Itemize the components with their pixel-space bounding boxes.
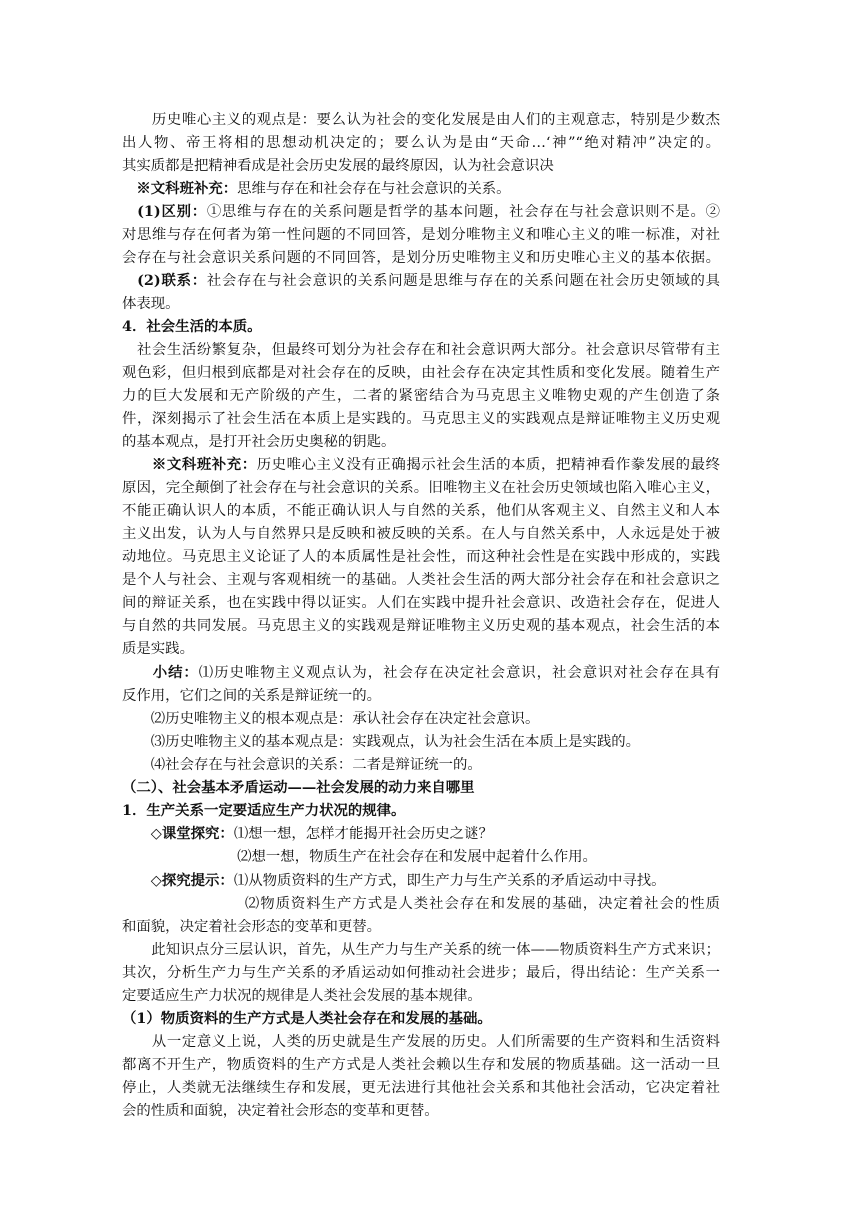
line-text: 都离不开生产，物质资料的生产方式是人类社会赖以生存和发展的物质基础。这一活动一旦 bbox=[122, 1057, 720, 1073]
line-text: 历史唯心主义的观点是：要么认为社会的变化发展是由人们的主观意志，特别是少数杰 bbox=[122, 112, 720, 128]
line-text: 思维与存在和社会存在与社会意识的关系。 bbox=[237, 181, 511, 197]
text-line bbox=[122, 1077, 720, 1099]
text-line bbox=[122, 823, 720, 845]
text-line bbox=[122, 638, 720, 660]
line-text: ⑷社会存在与社会意识的关系：二者是辩证统一的。 bbox=[122, 757, 482, 773]
line-text: ⑵物质资料生产方式是人类社会存在和发展的基础，决定着社会的性质 bbox=[122, 896, 720, 912]
line-text: ⑵想一想，物质生产在社会存在和发展中起着什么作用。 bbox=[122, 849, 597, 865]
text-line bbox=[122, 293, 720, 315]
line-text: 此知识点分三层认识，首先，从生产力与生产关系的统一体——物质资料生产方式来识； bbox=[122, 942, 720, 958]
text-line bbox=[122, 523, 720, 545]
text-line bbox=[122, 592, 720, 614]
bold-lead: ◇课堂探究： bbox=[122, 825, 234, 842]
text-line bbox=[122, 777, 720, 799]
line-text: 动地位。马克思主义论证了人的本质属性是社会性，而这种社会性是在实践中形成的，实践 bbox=[122, 549, 720, 565]
bold-lead: (1)区别： bbox=[122, 203, 207, 220]
bold-lead: ※文科班补充： bbox=[122, 180, 238, 197]
bold-lead: （二）、社会基本矛盾运动——社会发展的动力来自哪里 bbox=[122, 779, 475, 796]
text-line bbox=[122, 109, 720, 131]
text-line bbox=[122, 1008, 720, 1030]
line-text: 对思维与存在何者为第一性问题的不同回答，是划分唯物主义和唯心主义的唯一标准，对社 bbox=[122, 227, 720, 243]
line-text: ⑶历史唯物主义的基本观点是：实践观点，认为社会生活在本质上是实践的。 bbox=[122, 734, 641, 750]
text-line bbox=[122, 708, 720, 730]
text-line bbox=[122, 962, 720, 984]
line-text: 间的辩证关系，也在实践中得以证实。人们在实践中提升社会意识、改造社会存在，促进人 bbox=[122, 595, 720, 611]
text-line bbox=[122, 500, 720, 522]
bold-lead: 4．社会生活的本质。 bbox=[122, 318, 262, 335]
line-text: 会的性质和面貌，决定着社会形态的变革和更替。 bbox=[122, 1103, 439, 1119]
text-line bbox=[122, 270, 720, 292]
text-line bbox=[122, 339, 720, 361]
line-text: ⑴想一想，怎样才能揭开社会历史之谜？ bbox=[233, 826, 493, 842]
line-text: 会存在与社会意识关系问题的不同回答，是划分历史唯物主义和历史唯心主义的基本依据。 bbox=[122, 250, 720, 266]
line-text: 与自然的共同发展。马克思主义的实践观是辩证唯物主义历史观的基本观点，社会生活的本 bbox=[122, 618, 720, 634]
line-text: 不能正确认识人的本质，不能正确认识人与自然的关系，他们从客观主义、自然主义和人本 bbox=[122, 503, 720, 519]
line-text: 的基本观点，是打开社会历史奥秘的钥匙。 bbox=[122, 434, 396, 450]
line-text: 社会生活纷繁复杂，但最终可划分为社会存在和社会意识两大部分。社会意识尽管带有主 bbox=[122, 342, 720, 358]
text-line bbox=[122, 1031, 720, 1053]
text-line bbox=[122, 615, 720, 637]
line-text: ⑴历史唯物主义观点认为，社会存在决定社会意识，社会意识对社会存在具有 bbox=[198, 665, 720, 681]
bold-lead: (2)联系： bbox=[122, 272, 207, 289]
line-text: 质是实践。 bbox=[122, 641, 194, 657]
bold-lead: ※文科班补充： bbox=[122, 456, 257, 473]
line-text: 主义出发，认为人与自然界只是反映和被反映的关系。在人与自然关系中，人永远是处于被 bbox=[122, 526, 720, 542]
text-line bbox=[122, 893, 720, 915]
line-text: 件，深刻揭示了社会生活在本质上是实践的。马克思主义的实践观点是辩证唯物主义历史观 bbox=[122, 411, 720, 427]
text-line bbox=[122, 569, 720, 591]
line-text: 出人物、帝王将相的思想动机决定的；要么认为是由“天命…‘神”“绝对精冲”决定的。 bbox=[122, 135, 720, 151]
line-text: 和面貌，决定着社会形态的变革和更替。 bbox=[122, 919, 382, 935]
text-line bbox=[122, 408, 720, 430]
text-line bbox=[122, 247, 720, 269]
line-text: ⑴从物质资料的生产方式，即生产力与生产关系的矛盾运动中寻找。 bbox=[233, 873, 666, 889]
line-text: ⑵历史唯物主义的根本观点是：承认社会存在决定社会意识。 bbox=[122, 711, 540, 727]
text-line bbox=[122, 731, 720, 753]
text-line bbox=[122, 846, 720, 868]
line-text: 其实质都是把精神看成是社会历史发展的最终原因，认为社会意识决 bbox=[122, 158, 554, 174]
bold-lead: ◇探究提示： bbox=[122, 872, 234, 889]
text-line bbox=[122, 1054, 720, 1076]
text-line bbox=[122, 685, 720, 707]
text-line bbox=[122, 132, 720, 154]
line-text: 反作用，它们之间的关系是辩证统一的。 bbox=[122, 688, 382, 704]
bold-lead: 小结： bbox=[122, 664, 199, 681]
text-line bbox=[122, 662, 720, 684]
text-line bbox=[122, 316, 720, 338]
text-line bbox=[122, 178, 720, 200]
line-text: 停止，人类就无法继续生存和发展，更无法进行其他社会关系和其他社会活动，它决定着社 bbox=[122, 1080, 720, 1096]
text-line bbox=[122, 454, 720, 476]
text-line bbox=[122, 385, 720, 407]
text-line bbox=[122, 431, 720, 453]
line-text: 力的巨大发展和无产阶级的产生，二者的紧密结合为马克思主义唯物史观的产生创造了条 bbox=[122, 388, 720, 404]
line-text: 体表现。 bbox=[122, 296, 180, 312]
line-text: 历史唯心主义没有正确揭示社会生活的本质，把精神看作豢发展的最终 bbox=[256, 457, 720, 473]
line-text: 其次，分析生产力与生产关系的矛盾运动如何推动社会进步；最后，得出结论：生产关系一 bbox=[122, 965, 720, 981]
text-line bbox=[122, 800, 720, 822]
line-text: 原因，完全颠倒了社会存在与社会意识的关系。旧唯物主义在社会历史领域也陷入唯心主义， bbox=[122, 480, 720, 496]
text-line bbox=[122, 362, 720, 384]
text-line bbox=[122, 754, 720, 776]
text-line bbox=[122, 201, 720, 223]
text-line bbox=[122, 985, 720, 1007]
text-line bbox=[122, 477, 720, 499]
text-line bbox=[122, 155, 720, 177]
line-text: 是个人与社会、主观与客观相统一的基础。人类社会生活的两大部分社会存在和社会意识之 bbox=[122, 572, 720, 588]
bold-lead: 1．生产关系一定要适应生产力状况的规律。 bbox=[122, 802, 406, 819]
text-line bbox=[122, 916, 720, 938]
text-line bbox=[122, 224, 720, 246]
line-text: 从一定意义上说，人类的历史就是生产发展的历史。人们所需要的生产资料和生活资料 bbox=[122, 1034, 720, 1050]
text-line bbox=[122, 939, 720, 961]
line-text: 定要适应生产力状况的规律是人类社会发展的基本规律。 bbox=[122, 988, 482, 1004]
text-line bbox=[122, 546, 720, 568]
line-text: ①思维与存在的关系问题是哲学的基本问题，社会存在与社会意识则不是。② bbox=[206, 204, 720, 220]
bold-lead: （1）物质资料的生产方式是人类社会存在和发展的基础。 bbox=[122, 1010, 492, 1027]
text-line bbox=[122, 870, 720, 892]
text-line bbox=[122, 1100, 720, 1122]
line-text: 社会存在与社会意识的关系问题是思维与存在的关系问题在社会历史领域的具 bbox=[206, 273, 720, 289]
line-text: 观色彩，但归根到底都是对社会存在的反映，由社会存在决定其性质和变化发展。随着生产 bbox=[122, 365, 720, 381]
